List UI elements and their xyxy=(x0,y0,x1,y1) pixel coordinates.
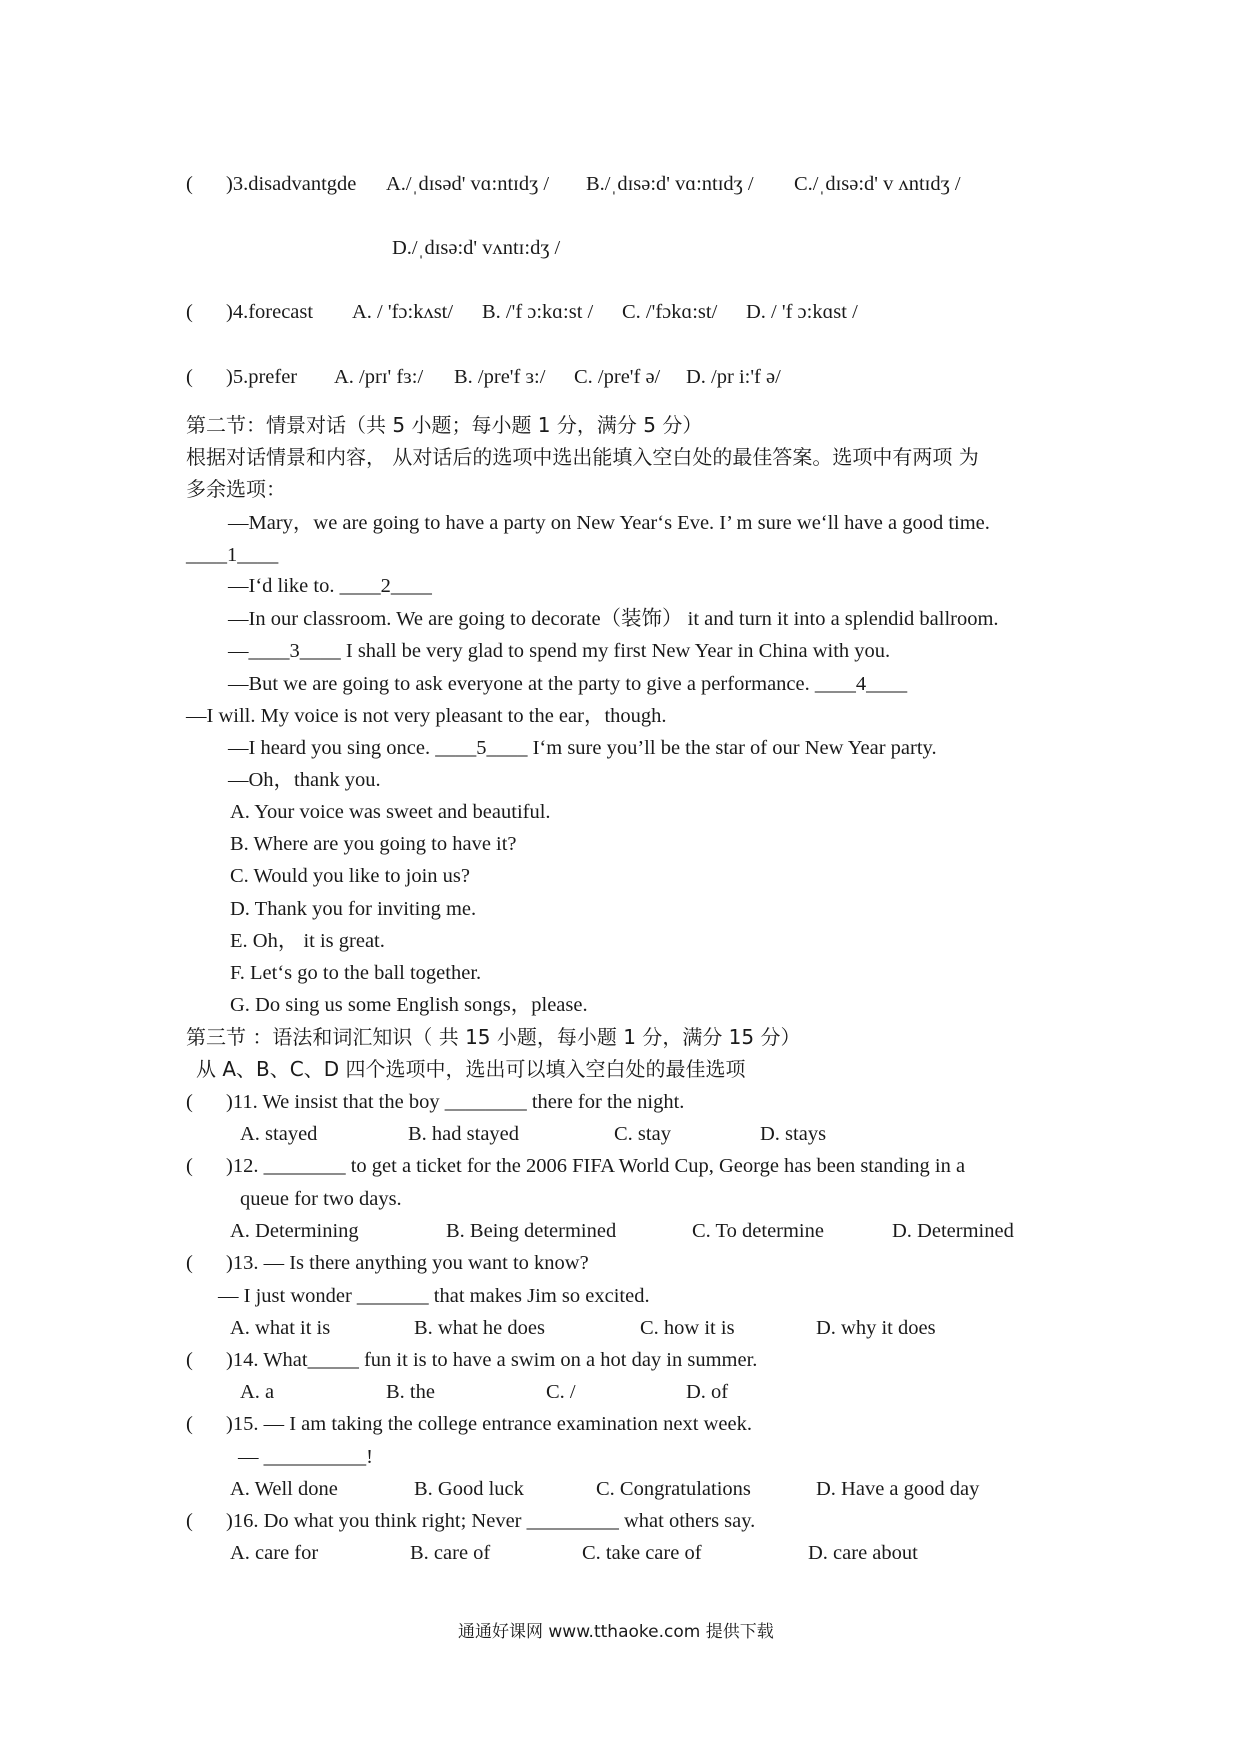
option-item: E. Oh， it is great. xyxy=(230,930,385,952)
dialogue-line: ____1____ xyxy=(186,544,279,566)
section2-heading: 第二节：情景对话（共 5 小题；每小题 1 分，满分 5 分） xyxy=(186,413,703,437)
q3-option-c: C./ˌdɪsə:d' v ʌntɪdʒ / xyxy=(794,173,961,195)
q16-option-b: B. care of xyxy=(410,1542,491,1564)
q4-option-c: C. /'fɔkɑ:st/ xyxy=(622,301,718,323)
option-item: A. Your voice was sweet and beautiful. xyxy=(230,801,551,823)
q11-option-b: B. had stayed xyxy=(408,1123,520,1145)
dialogue-line: —Mary，we are going to have a party on New Year‘s Eve. I’ m sure we‘ll have a good time. xyxy=(228,512,990,534)
q14-stem: )14. What_____ fun it is to have a swim on a hot day in summer. xyxy=(226,1349,758,1371)
q5-option-a: A. /prɪ' fɜ:/ xyxy=(334,366,424,388)
dialogue-line: —____3____ I shall be very glad to spend my first New Year in China with you. xyxy=(228,640,891,662)
q3-option-a: A./ˌdɪsəd' vɑ:ntɪdʒ / xyxy=(386,173,550,195)
q15-option-b: B. Good luck xyxy=(414,1478,524,1500)
q11-option-d: D. stays xyxy=(760,1123,827,1145)
option-item: C. Would you like to join us? xyxy=(230,865,470,887)
q11-option-a: A. stayed xyxy=(240,1123,318,1145)
q3-option-d: D./ˌdɪsə:d' vʌntɪ:dʒ / xyxy=(392,237,561,259)
q4-stem: )4.forecast xyxy=(226,301,314,323)
dialogue-line: —I will. My voice is not very pleasant to the ear，though. xyxy=(186,705,667,727)
q14-option-b: B. the xyxy=(386,1381,435,1403)
section3-heading: 第三节 ：语法和词汇知识（ 共 15 小题，每小题 1 分，满分 15 分） xyxy=(186,1025,801,1049)
dialogue-line: —But we are going to ask everyone at the party to give a performance. ____4____ xyxy=(228,673,908,695)
q3-option-b: B./ˌdɪsə:d' vɑ:ntɪdʒ / xyxy=(586,173,754,195)
q4-paren: ( xyxy=(186,301,193,323)
q4-option-a: A. / 'fɔ:kʌst/ xyxy=(352,301,454,323)
q4-option-d: D. / 'f ɔ:kɑst / xyxy=(746,301,858,323)
dialogue-line: —I‘d like to. ____2____ xyxy=(228,575,432,597)
dialogue-line: —In our classroom. We are going to decorate（装饰） it and turn it into a splendid ballroom. xyxy=(228,608,999,630)
q16-stem: )16. Do what you think right; Never _________ what others say. xyxy=(226,1510,756,1532)
q12-option-c: C. To determine xyxy=(692,1220,824,1242)
q12-option-a: A. Determining xyxy=(230,1220,359,1242)
q11-option-c: C. stay xyxy=(614,1123,671,1145)
q4-option-b: B. /'f ɔ:kɑ:st / xyxy=(482,301,594,323)
q5-option-d: D. /pr i:'f ə/ xyxy=(686,366,781,388)
q16-option-a: A. care for xyxy=(230,1542,319,1564)
option-item: B. Where are you going to have it? xyxy=(230,833,517,855)
q15-stem: )15. — I am taking the college entrance examination next week. xyxy=(226,1413,752,1435)
q13-stem-cont: — I just wonder _______ that makes Jim so excited. xyxy=(218,1285,650,1307)
q14-option-a: A. a xyxy=(240,1381,275,1403)
q11-stem: )11. We insist that the boy ________ there for the night. xyxy=(226,1091,685,1113)
q3-paren: ( xyxy=(186,173,193,195)
q12-stem-cont: queue for two days. xyxy=(240,1188,402,1210)
q5-stem: )5.prefer xyxy=(226,366,298,388)
q14-option-d: D. of xyxy=(686,1381,729,1403)
q16-paren: ( xyxy=(186,1510,193,1532)
q3-stem: )3.disadvantgde xyxy=(226,173,357,195)
q5-paren: ( xyxy=(186,366,193,388)
q12-option-b: B. Being determined xyxy=(446,1220,617,1242)
option-item: D. Thank you for inviting me. xyxy=(230,898,477,920)
q13-option-c: C. how it is xyxy=(640,1317,735,1339)
q13-option-d: D. why it does xyxy=(816,1317,936,1339)
section3-instruction: 从 A、B、C、D 四个选项中，选出可以填入空白处的最佳选项 xyxy=(196,1057,746,1081)
q12-stem: )12. ________ to get a ticket for the 2006 FIFA World Cup, George has been standing in a xyxy=(226,1155,966,1177)
q13-option-b: B. what he does xyxy=(414,1317,545,1339)
section2-instruction-line2: 多余选项： xyxy=(186,477,286,501)
q15-option-c: C. Congratulations xyxy=(596,1478,751,1500)
q16-option-d: D. care about xyxy=(808,1542,918,1564)
q15-option-d: D. Have a good day xyxy=(816,1478,980,1500)
q15-stem-cont: — __________! xyxy=(238,1446,373,1468)
q15-paren: ( xyxy=(186,1413,193,1435)
q5-option-b: B. /pre'f ɜ:/ xyxy=(454,366,546,388)
q15-option-a: A. Well done xyxy=(230,1478,338,1500)
q12-option-d: D. Determined xyxy=(892,1220,1014,1242)
q14-paren: ( xyxy=(186,1349,193,1371)
option-item: G. Do sing us some English songs，please. xyxy=(230,994,588,1016)
q13-option-a: A. what it is xyxy=(230,1317,331,1339)
dialogue-line: —Oh，thank you. xyxy=(228,769,381,791)
q12-paren: ( xyxy=(186,1155,193,1177)
option-item: F. Let‘s go to the ball together. xyxy=(230,962,482,984)
q14-option-c: C. / xyxy=(546,1381,576,1403)
q5-option-c: C. /pre'f ə/ xyxy=(574,366,661,388)
q11-paren: ( xyxy=(186,1091,193,1113)
footer-download-note: 通通好课网 www.tthaoke.com 提供下载 xyxy=(458,1622,774,1642)
q16-option-c: C. take care of xyxy=(582,1542,702,1564)
dialogue-line: —I heard you sing once. ____5____ I‘m sure you’ll be the star of our New Year party. xyxy=(228,737,937,759)
q13-stem: )13. — Is there anything you want to know? xyxy=(226,1252,589,1274)
section2-instruction-line1: 根据对话情景和内容， 从对话后的选项中选出能填入空白处的最佳答案。选项中有两项 为 xyxy=(186,445,979,469)
q13-paren: ( xyxy=(186,1252,193,1274)
